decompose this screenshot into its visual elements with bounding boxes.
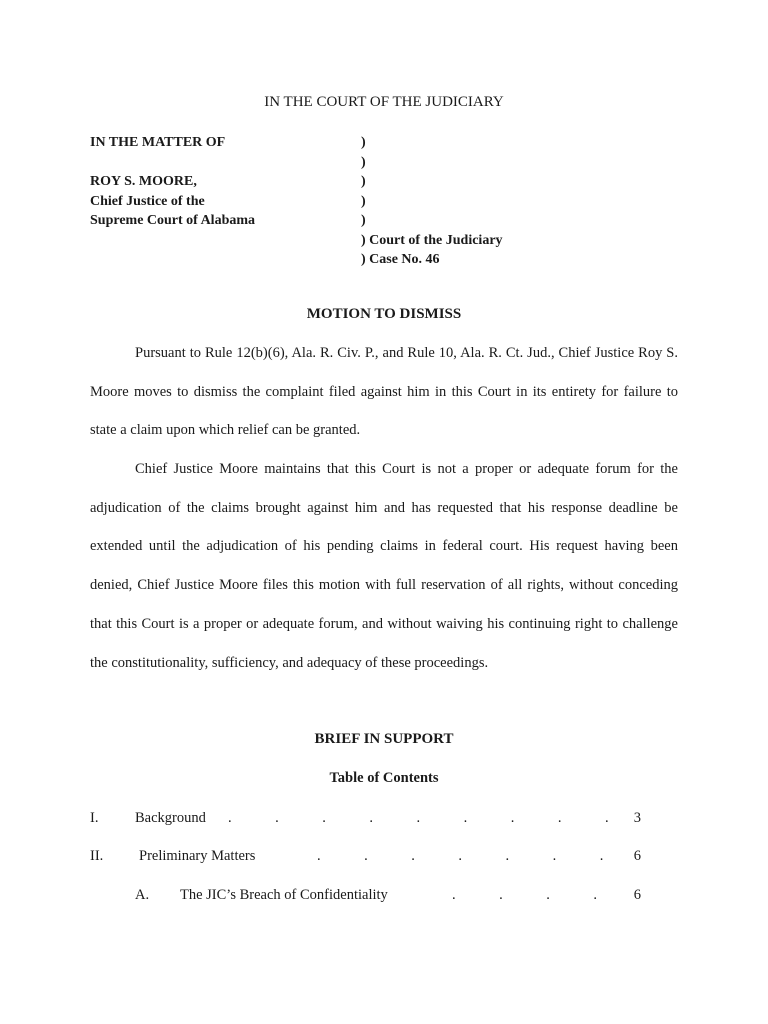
- toc-entry-number: II.: [90, 848, 104, 864]
- caption-line: IN THE MATTER OF: [90, 135, 226, 150]
- motion-paragraph-2: Chief Justice Moore maintains that this Court is not a proper or adequate forum for the adjudication of the claims brought against him and has requested that his response deadline be extended until the adjudication of his pending claims in federal court. His request having been denied, Chief Justice Moore files this motion with full reservation of all rights, without conceding that this Court is a proper or adequate forum, and without waiving his continuing right to challenge the constitutionality, sufficiency, and adequacy of these proceedings.: [90, 461, 678, 671]
- caption-bracket: ): [361, 154, 366, 170]
- caption-line: ROY S. MOORE,: [90, 174, 197, 189]
- toc-entry-page: 6: [633, 887, 641, 903]
- toc-leader-dots: . . . .: [452, 887, 597, 903]
- caption-line: Chief Justice of the: [90, 193, 205, 209]
- toc-entry-jic-breach[interactable]: [90, 885, 641, 905]
- caption-line: Supreme Court of Alabama: [90, 213, 256, 228]
- case-caption-court: [361, 133, 503, 270]
- case-caption-parties: [90, 133, 255, 231]
- toc-entry-page: 6: [633, 848, 641, 864]
- motion-paragraph-1: Pursuant to Rule 12(b)(6), Ala. R. Civ. P., and Rule 10, Ala. R. Ct. Jud., Chief Justice Roy S. Moore moves to dismiss the complaint filed against him in this Court in its entirety for failure to state a claim upon which relief can be granted.: [90, 345, 678, 439]
- caption-bracket: ): [361, 135, 366, 150]
- toc-entry-background[interactable]: [90, 808, 641, 828]
- toc-leader-dots: . . . . . . . . .: [228, 810, 609, 826]
- toc-entry-preliminary-matters[interactable]: [90, 846, 641, 866]
- toc-entry-label: Background: [135, 810, 206, 826]
- toc-entry-number: I.: [90, 810, 99, 826]
- motion-heading: MOTION TO DISMISS: [306, 306, 462, 322]
- caption-bracket: ): [361, 213, 366, 228]
- toc-entry-page: 3: [633, 810, 641, 826]
- toc-entry-number: A.: [135, 887, 150, 903]
- toc-heading: Table of Contents: [329, 770, 439, 786]
- brief-heading: BRIEF IN SUPPORT: [314, 731, 454, 747]
- toc-leader-dots: . . . . . . .: [317, 848, 604, 864]
- caption-line: [90, 153, 255, 173]
- caption-court-name: ) Court of the Judiciary: [361, 232, 503, 248]
- caption-bracket: ): [361, 193, 366, 209]
- caption-bracket: ): [361, 174, 366, 189]
- toc-entry-label: The JIC’s Breach of Confidentiality: [180, 887, 388, 903]
- court-title: IN THE COURT OF THE JUDICIARY: [264, 94, 504, 110]
- toc-entry-label: Preliminary Matters: [139, 848, 256, 864]
- caption-case-number: ) Case No. 46: [361, 252, 440, 267]
